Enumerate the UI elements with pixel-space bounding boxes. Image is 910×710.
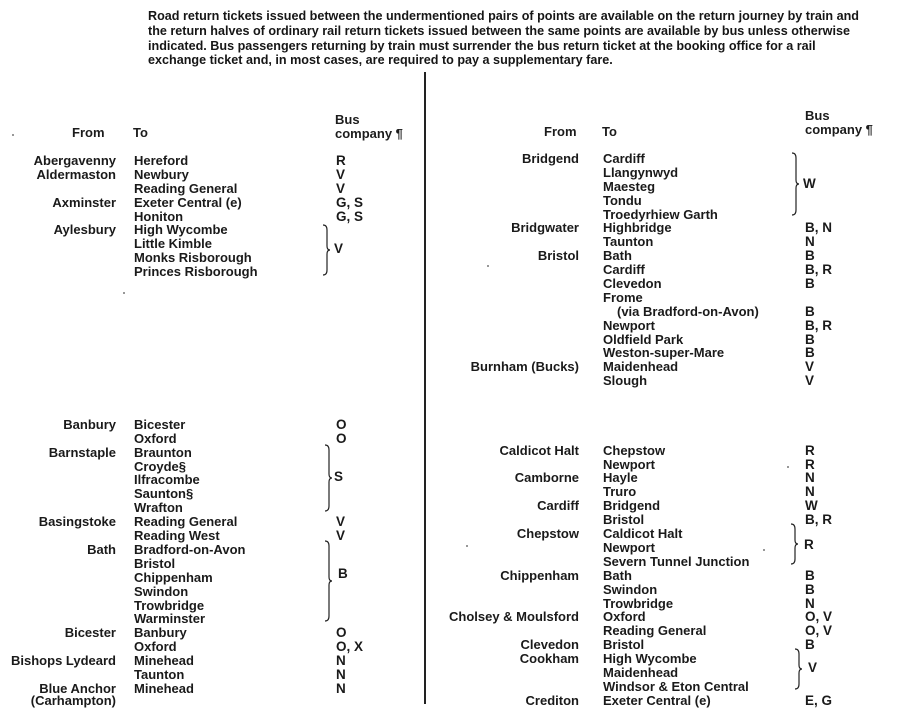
from-station xyxy=(430,208,579,222)
bus-company-code xyxy=(805,680,885,694)
from-station: Burnham (Bucks) xyxy=(470,359,579,375)
right-bus-column xyxy=(805,152,885,708)
to-station xyxy=(134,279,324,293)
to-station: Bath xyxy=(603,248,632,264)
right-header-to: To xyxy=(602,124,617,139)
to-station: Oxford xyxy=(134,639,177,655)
to-station: Croyde§ xyxy=(134,458,187,474)
to-station: Frome xyxy=(603,289,643,305)
to-station: Maesteg xyxy=(603,178,656,194)
bus-company-code: N xyxy=(805,595,815,611)
from-station xyxy=(0,571,116,585)
from-station xyxy=(430,485,579,499)
from-station: Bridgend xyxy=(521,151,579,166)
bus-company-code: O xyxy=(336,430,347,446)
to-station: Cardiff xyxy=(603,262,645,278)
from-station xyxy=(430,624,579,638)
to-station: Newbury xyxy=(134,166,189,182)
bus-company-code xyxy=(336,501,416,515)
bus-company-code: V xyxy=(805,359,815,375)
bus-company-code: B xyxy=(805,331,815,347)
bus-company-code xyxy=(336,612,416,626)
from-station xyxy=(0,182,116,196)
bus-company-code: N xyxy=(805,470,815,486)
from-station xyxy=(0,612,116,626)
from-station xyxy=(430,680,579,694)
from-station xyxy=(0,432,116,446)
bus-company-code xyxy=(336,223,416,237)
bus-company-code: V xyxy=(336,528,346,544)
from-station xyxy=(0,237,116,251)
bus-company-code xyxy=(805,152,885,166)
to-station: Warminster xyxy=(134,611,206,627)
bus-company-code: N xyxy=(805,234,815,250)
bus-company-code xyxy=(805,194,885,208)
to-station: Bicester xyxy=(134,416,186,432)
bus-company-code xyxy=(805,416,885,430)
to-station xyxy=(603,402,803,416)
to-station: Banbury xyxy=(134,625,187,641)
to-station: Llangynwyd xyxy=(603,164,679,180)
speck xyxy=(487,265,489,267)
from-station: (Carhampton) xyxy=(30,692,116,708)
to-station: Oldfield Park xyxy=(603,331,684,347)
from-station xyxy=(430,513,579,527)
from-station xyxy=(430,583,579,597)
to-station: (via Bradford-on-Avon) xyxy=(617,303,759,319)
from-station xyxy=(430,430,579,444)
bus-company-code: N xyxy=(336,680,346,696)
from-station: Chippenham xyxy=(500,567,579,583)
from-station xyxy=(430,263,579,277)
from-station xyxy=(430,166,579,180)
from-station: Cardiff xyxy=(537,498,579,514)
bus-company-code xyxy=(805,166,885,180)
to-station: Caldicot Halt xyxy=(603,526,683,542)
to-station: High Wycombe xyxy=(603,651,697,667)
from-station: Camborne xyxy=(514,470,579,486)
from-station: Chepstow xyxy=(516,526,579,542)
from-station xyxy=(430,666,579,680)
to-station: Newport xyxy=(603,539,655,555)
to-station: Maidenhead xyxy=(603,664,679,680)
to-station: Saunton§ xyxy=(134,486,194,502)
to-station xyxy=(134,362,324,376)
from-station xyxy=(0,487,116,501)
to-station: Newport xyxy=(603,456,655,472)
to-station: High Wycombe xyxy=(134,222,228,238)
from-station xyxy=(0,404,116,418)
bus-company-code xyxy=(336,390,416,404)
left-bus-column xyxy=(336,154,416,710)
bus-company-code: B xyxy=(805,581,815,597)
to-station: Monks Risborough xyxy=(134,250,252,266)
from-station xyxy=(0,390,116,404)
bus-company-code: O, V xyxy=(805,609,833,625)
bus-company-code: B xyxy=(805,303,815,319)
to-station: Clevedon xyxy=(603,276,662,292)
bus-company-code xyxy=(805,527,885,541)
bus-company-code xyxy=(336,446,416,460)
to-station: Bristol xyxy=(134,555,176,571)
bus-company-code xyxy=(336,293,416,307)
bus-company-code xyxy=(805,208,885,222)
brace-label-bridgend: W xyxy=(803,176,816,191)
from-station xyxy=(0,599,116,613)
right-header-bus: Bus company ¶ xyxy=(805,108,873,137)
intro-paragraph: Road return tickets issued between the undermentioned pairs of points are available on the return journey by train and the return halves of ordinary rail return tickets issued between the same points are available by bus unless otherwise indicated. Bus passengers returning by train must surrender the bus return ticket at the booking office for a rail exchange ticket and, in most cases, are required to pay a supplementary fare. xyxy=(148,9,859,68)
bus-company-code: N xyxy=(336,666,346,682)
to-station: Trowbridge xyxy=(134,597,205,613)
to-station: Taunton xyxy=(134,666,185,682)
to-station: Trowbridge xyxy=(603,595,674,611)
from-station xyxy=(0,585,116,599)
brace-barnstaple xyxy=(324,444,332,512)
brace-bridgend xyxy=(791,152,799,216)
bus-company-code: B xyxy=(805,637,815,653)
bus-company-code: B xyxy=(805,567,815,583)
to-station xyxy=(134,390,324,404)
from-station: Barnstaple xyxy=(48,444,116,460)
from-station xyxy=(430,180,579,194)
to-station xyxy=(134,348,324,362)
to-station: Reading West xyxy=(134,528,220,544)
from-station: Bath xyxy=(87,541,116,557)
to-station: Oxford xyxy=(134,430,177,446)
speck xyxy=(787,466,789,468)
to-station: Honiton xyxy=(134,208,184,224)
bus-company-code xyxy=(805,291,885,305)
bus-company-code xyxy=(336,321,416,335)
from-station xyxy=(0,348,116,362)
bus-company-code: B, N xyxy=(805,220,832,236)
from-station: Aldermaston xyxy=(36,166,116,182)
from-station xyxy=(430,555,579,569)
to-station: Minehead xyxy=(134,653,194,669)
bus-company-code xyxy=(805,402,885,416)
left-to-column xyxy=(134,154,324,710)
from-station xyxy=(0,362,116,376)
bus-company-code xyxy=(336,362,416,376)
from-station: Abergavenny xyxy=(33,153,116,168)
bus-company-code xyxy=(805,388,885,402)
to-station: Reading General xyxy=(134,180,238,196)
right-from-column xyxy=(430,152,579,708)
to-station: Maidenhead xyxy=(603,359,679,375)
from-station xyxy=(430,235,579,249)
to-station: Bradford-on-Avon xyxy=(134,541,246,557)
bus-company-code xyxy=(805,180,885,194)
from-station xyxy=(0,460,116,474)
bus-company-code xyxy=(336,571,416,585)
to-station: Exeter Central (e) xyxy=(134,194,242,210)
to-station: Newport xyxy=(603,317,655,333)
to-station: Princes Risborough xyxy=(134,264,258,280)
bus-company-code xyxy=(336,585,416,599)
to-station: Hayle xyxy=(603,470,638,486)
to-station xyxy=(603,388,803,402)
from-station xyxy=(430,291,579,305)
bus-company-code: B xyxy=(805,276,815,292)
bus-company-code xyxy=(805,430,885,444)
from-station xyxy=(430,597,579,611)
brace-label-aylesbury: V xyxy=(334,241,344,256)
to-station xyxy=(134,404,324,418)
bus-company-code: V xyxy=(336,180,346,196)
brace-label-cookham: V xyxy=(808,660,818,675)
bus-company-code: B, R xyxy=(805,262,832,278)
to-station: Exeter Central (e) xyxy=(603,692,711,708)
to-station xyxy=(134,376,324,390)
to-station: Bristol xyxy=(603,512,645,528)
bus-company-code: W xyxy=(805,498,818,514)
from-station xyxy=(0,529,116,543)
from-station xyxy=(430,541,579,555)
speck xyxy=(123,292,125,294)
bus-company-code xyxy=(336,696,416,710)
brace-cookham xyxy=(794,648,802,690)
to-station: Severn Tunnel Junction xyxy=(603,553,750,569)
bus-company-code: O xyxy=(336,625,347,641)
to-station: Bristol xyxy=(603,637,645,653)
from-station: Axminster xyxy=(52,194,116,210)
from-station: Caldicot Halt xyxy=(499,442,579,458)
from-station xyxy=(0,376,116,390)
bus-company-code: R xyxy=(336,153,346,168)
to-station: Chippenham xyxy=(134,569,213,585)
to-station: Swindon xyxy=(603,581,658,597)
bus-company-code xyxy=(805,555,885,569)
bus-company-code xyxy=(336,557,416,571)
bus-company-code: R xyxy=(805,442,815,458)
from-station xyxy=(430,402,579,416)
from-station: Clevedon xyxy=(520,637,579,653)
to-station: Reading General xyxy=(134,514,238,530)
from-station xyxy=(430,346,579,360)
from-station xyxy=(0,640,116,654)
to-station xyxy=(134,321,324,335)
to-station: Cardiff xyxy=(603,151,645,166)
from-station xyxy=(0,557,116,571)
from-station xyxy=(0,501,116,515)
bus-company-code xyxy=(805,541,885,555)
from-station: Bicester xyxy=(64,625,116,641)
bus-company-code xyxy=(336,404,416,418)
from-station xyxy=(430,458,579,472)
to-station xyxy=(134,335,324,349)
bus-company-code: V xyxy=(336,514,346,530)
brace-aylesbury xyxy=(322,224,330,276)
from-station: Basingstoke xyxy=(38,514,116,530)
to-station: Oxford xyxy=(603,609,646,625)
bus-company-code: G, S xyxy=(336,194,364,210)
to-station xyxy=(134,293,324,307)
bus-company-code xyxy=(336,460,416,474)
bus-company-code xyxy=(336,487,416,501)
brace-label-bath: B xyxy=(338,566,348,581)
bus-company-code: R xyxy=(805,456,815,472)
bus-company-code: O xyxy=(336,416,347,432)
bus-company-code xyxy=(336,237,416,251)
to-station: Slough xyxy=(603,373,648,389)
speck xyxy=(12,134,14,136)
bus-company-code xyxy=(336,251,416,265)
from-station: Bishops Lydeard xyxy=(11,653,116,669)
bus-company-code: N xyxy=(805,484,815,500)
to-station: Tondu xyxy=(603,192,642,208)
from-station xyxy=(0,668,116,682)
to-station: Braunton xyxy=(134,444,192,460)
bus-company-code: B, R xyxy=(805,317,832,333)
from-station xyxy=(0,321,116,335)
to-station: Taunton xyxy=(603,234,654,250)
left-header-bus: Bus company ¶ xyxy=(335,112,403,141)
brace-chepstow xyxy=(790,523,798,565)
left-from-column xyxy=(0,154,116,708)
bus-company-code: G, S xyxy=(336,208,364,224)
bus-company-code xyxy=(336,279,416,293)
to-station: Truro xyxy=(603,484,637,500)
bus-company-code: E, G xyxy=(805,692,833,708)
to-station xyxy=(603,430,803,444)
bus-company-code: V xyxy=(805,373,815,389)
from-station: Cookham xyxy=(519,651,579,667)
from-station xyxy=(0,473,116,487)
to-station: Bridgend xyxy=(603,498,661,514)
brace-bath xyxy=(324,540,332,622)
to-station: Reading General xyxy=(603,623,707,639)
from-station: Banbury xyxy=(63,416,116,432)
bus-company-code xyxy=(336,599,416,613)
to-station: Hereford xyxy=(134,153,189,168)
bus-company-code: O, X xyxy=(336,639,364,655)
from-station xyxy=(0,307,116,321)
left-header-to: To xyxy=(133,125,148,140)
speck xyxy=(466,545,468,547)
from-station xyxy=(0,210,116,224)
from-station: Blue Anchor xyxy=(39,680,116,696)
from-station xyxy=(0,293,116,307)
from-station xyxy=(430,305,579,319)
to-station: Troedyrhiew Garth xyxy=(603,206,718,222)
from-station xyxy=(0,251,116,265)
bus-company-code xyxy=(336,543,416,557)
bus-company-code xyxy=(336,265,416,279)
bus-company-code: B xyxy=(805,248,815,264)
to-station: Little Kimble xyxy=(134,236,213,252)
to-station xyxy=(134,307,324,321)
column-divider xyxy=(424,72,426,704)
to-station: Minehead xyxy=(134,680,194,696)
from-station: Aylesbury xyxy=(53,222,116,238)
bus-company-code xyxy=(336,307,416,321)
bus-company-code xyxy=(336,335,416,349)
brace-label-chepstow: R xyxy=(804,537,814,552)
from-station: Crediton xyxy=(525,692,579,708)
brace-label-barnstaple: S xyxy=(334,469,344,484)
from-station xyxy=(430,374,579,388)
bus-company-code xyxy=(336,376,416,390)
bus-company-code: B xyxy=(805,345,815,361)
bus-company-code: V xyxy=(336,166,346,182)
from-station: Bridgwater xyxy=(511,220,579,236)
left-header-from: From xyxy=(72,125,105,140)
from-station: Bristol xyxy=(537,248,579,264)
from-station: Cholsey & Moulsford xyxy=(448,609,579,625)
bus-company-code xyxy=(336,473,416,487)
from-station xyxy=(430,319,579,333)
to-station: Weston-super-Mare xyxy=(603,345,725,361)
from-station xyxy=(430,277,579,291)
from-station xyxy=(430,388,579,402)
speck xyxy=(763,549,765,551)
to-station: Windsor & Eton Central xyxy=(603,678,749,694)
to-station: Wrafton xyxy=(134,500,183,516)
to-station: Bath xyxy=(603,567,632,583)
to-station xyxy=(603,416,803,430)
to-station: Highbridge xyxy=(603,220,672,236)
from-station xyxy=(430,333,579,347)
bus-company-code: N xyxy=(336,653,346,669)
from-station xyxy=(430,416,579,430)
to-station: Chepstow xyxy=(603,442,666,458)
to-station: Swindon xyxy=(134,583,189,599)
bus-company-code: O, V xyxy=(805,623,833,639)
from-station xyxy=(0,279,116,293)
to-station: Ilfracombe xyxy=(134,472,200,488)
from-station xyxy=(430,194,579,208)
right-to-column xyxy=(603,152,803,708)
from-station xyxy=(0,335,116,349)
bus-company-code xyxy=(336,348,416,362)
bus-company-code: B, R xyxy=(805,512,832,528)
to-station xyxy=(134,696,324,710)
right-header-from: From xyxy=(544,124,577,139)
from-station xyxy=(0,265,116,279)
